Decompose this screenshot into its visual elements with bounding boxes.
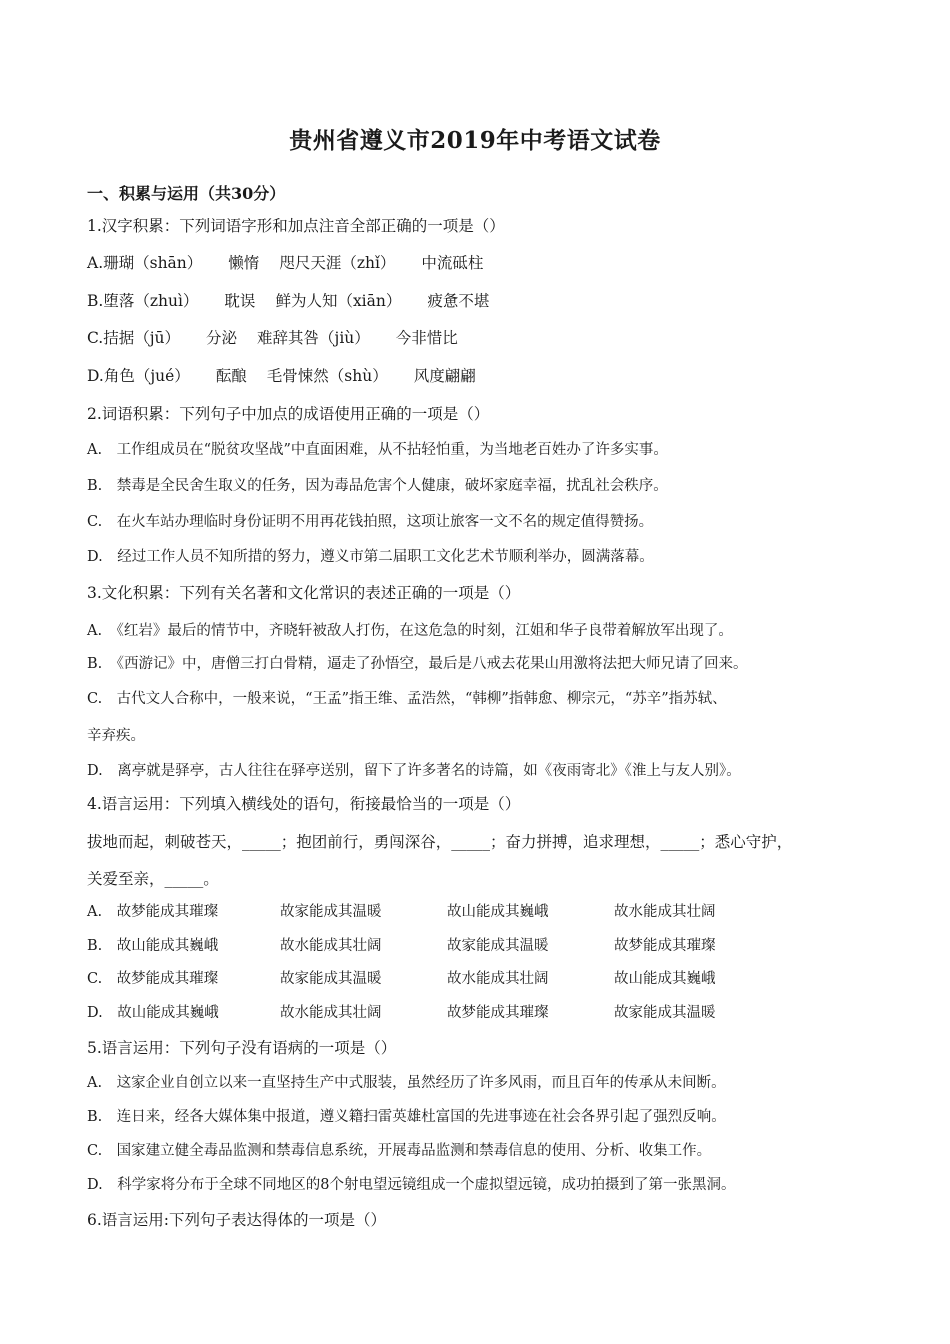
option-phrase: 故水能成其壮阔 xyxy=(280,938,382,954)
option-phrase: D. 故山能成其巍峨 xyxy=(87,1005,219,1021)
question-5-option-a: A. 这家企业自创立以来一直坚持生产中式服装，虽然经历了许多风雨，而且百年的传承从未间断。 xyxy=(87,1075,726,1091)
question-3-option-d: D. 离亭就是驿亭，古人往往在驿亭送别，留下了许多著名的诗篇，如《夜雨寄北》《淮上与友人别》。 xyxy=(87,763,741,779)
option-phrase: 故山能成其巍峨 xyxy=(614,971,716,987)
option-word: 懒惰 xyxy=(228,254,260,272)
option-word: 毛骨悚然（shù） xyxy=(266,367,388,385)
question-1-stem: 1.汉字积累：下列词语字形和加点注音全部正确的一项是（） xyxy=(87,217,505,235)
question-5-option-b: B. 连日来，经各大媒体集中报道，遵义籍扫雷英雄杜富国的先进事迹在社会各界引起了强烈反响。 xyxy=(87,1109,726,1125)
question-5-stem: 5.语言运用：下列句子没有语病的一项是（） xyxy=(87,1039,397,1057)
option-word: 耽误 xyxy=(224,292,256,310)
exam-title: 贵州省遵义市2019年中考语文试卷 xyxy=(289,127,661,154)
option-word: 中流砥柱 xyxy=(421,254,484,272)
option-word: 酝酿 xyxy=(215,367,247,385)
question-2-stem: 2.词语积累：下列句子中加点的成语使用正确的一项是（） xyxy=(87,405,490,423)
question-3-option-c: C. 古代文人合称中，一般来说，“王孟”指王维、孟浩然，“韩柳”指韩愈、柳宗元，“苏辛”指苏轼、 xyxy=(87,691,727,707)
option-phrase: 故山能成其巍峨 xyxy=(447,904,549,920)
option-word: 堕落（zhuì） xyxy=(103,292,199,310)
question-2-option-a: A. 工作组成员在“脱贫攻坚战”中直面困难，从不拈轻怕重，为当地老百姓办了许多实事。 xyxy=(87,442,668,458)
option-letter: D. xyxy=(87,367,104,385)
option-phrase: B. 故山能成其巍峨 xyxy=(87,938,219,954)
option-phrase: A. 故梦能成其璀璨 xyxy=(87,904,219,920)
question-1-option-c xyxy=(87,326,458,348)
question-4-option-d xyxy=(87,1001,781,1022)
option-word: 风度翩翩 xyxy=(413,367,476,385)
option-phrase: 故家能成其温暖 xyxy=(280,904,382,920)
question-3-option-a: A. 《红岩》最后的情节中，齐晓轩被敌人打伤，在这危急的时刻，江姐和华子良带着解放军出现了。 xyxy=(87,623,733,639)
question-4-option-c xyxy=(87,967,781,988)
option-word: 难辞其咎（jiù） xyxy=(257,329,370,347)
option-word: 分泌 xyxy=(206,329,238,347)
option-phrase: 故水能成其壮阔 xyxy=(447,971,549,987)
question-5-option-c: C. 国家建立健全毒品监测和禁毒信息系统，开展毒品监测和禁毒信息的使用、分析、收集工作。 xyxy=(87,1143,712,1159)
option-letter: B. xyxy=(87,292,104,310)
option-phrase: 故梦能成其璀璨 xyxy=(447,1005,549,1021)
question-2-option-b: B. 禁毒是全民舍生取义的任务，因为毒品危害个人健康，破坏家庭幸福，扰乱社会秩序。 xyxy=(87,478,668,494)
question-2-option-c: C. 在火车站办理临时身份证明不用再花钱拍照，这项让旅客一文不名的规定值得赞扬。 xyxy=(87,514,654,530)
question-4-option-a xyxy=(87,900,781,921)
option-word: 咫尺天涯（zhǐ） xyxy=(279,254,396,272)
question-4-option-b xyxy=(87,934,781,955)
question-1-option-a xyxy=(87,251,483,273)
question-3-option-b: B. 《西游记》中，唐僧三打白骨精，逼走了孙悟空，最后是八戒去花果山用激将法把大师兄请了回来。 xyxy=(87,656,748,672)
option-phrase: 故家能成其温暖 xyxy=(447,938,549,954)
question-4-passage: 拔地而起，刺破苍天，_____；抱团前行，勇闯深谷，_____；奋力拼搏，追求理想，_____；悉心守护， xyxy=(87,833,793,851)
option-word: 角色（jué） xyxy=(103,367,190,385)
option-phrase: 故家能成其温暖 xyxy=(280,971,382,987)
question-1-option-b xyxy=(87,289,489,311)
option-letter: A. xyxy=(87,254,104,272)
option-word: 拮据（jū） xyxy=(103,329,181,347)
option-word: 今非惜比 xyxy=(395,329,458,347)
question-3-stem: 3.文化积累：下列有关名著和文化常识的表述正确的一项是（） xyxy=(87,584,521,602)
question-6-stem: 6.语言运用:下列句子表达得体的一项是（） xyxy=(87,1211,387,1229)
option-phrase: 故梦能成其璀璨 xyxy=(614,938,716,954)
option-letter: C. xyxy=(87,329,104,347)
question-2-option-d: D. 经过工作人员不知所措的努力，遵义市第二届职工文化艺术节顺利举办，圆满落幕。 xyxy=(87,549,654,565)
section-heading: 一、积累与运用（共30分） xyxy=(87,184,286,203)
question-4-passage-continued: 关爱至亲，_____。 xyxy=(87,870,219,888)
question-1-option-d xyxy=(87,364,476,386)
question-5-option-d: D. 科学家将分布于全球不同地区的8个射电望远镜组成一个虚拟望远镜，成功拍摄到了第一张黑洞。 xyxy=(87,1177,736,1193)
option-phrase: C. 故梦能成其璀璨 xyxy=(87,971,219,987)
question-4-stem: 4.语言运用：下列填入横线处的语句，衔接最恰当的一项是（） xyxy=(87,795,521,813)
option-word: 珊瑚（shān） xyxy=(103,254,203,272)
option-phrase: 故水能成其壮阔 xyxy=(280,1005,382,1021)
option-word: 疲惫不堪 xyxy=(427,292,490,310)
option-word: 鲜为人知（xiān） xyxy=(275,292,402,310)
option-phrase: 故家能成其温暖 xyxy=(614,1005,716,1021)
question-3-option-c-continued: 辛弃疾。 xyxy=(87,728,145,744)
option-phrase: 故水能成其壮阔 xyxy=(614,904,716,920)
